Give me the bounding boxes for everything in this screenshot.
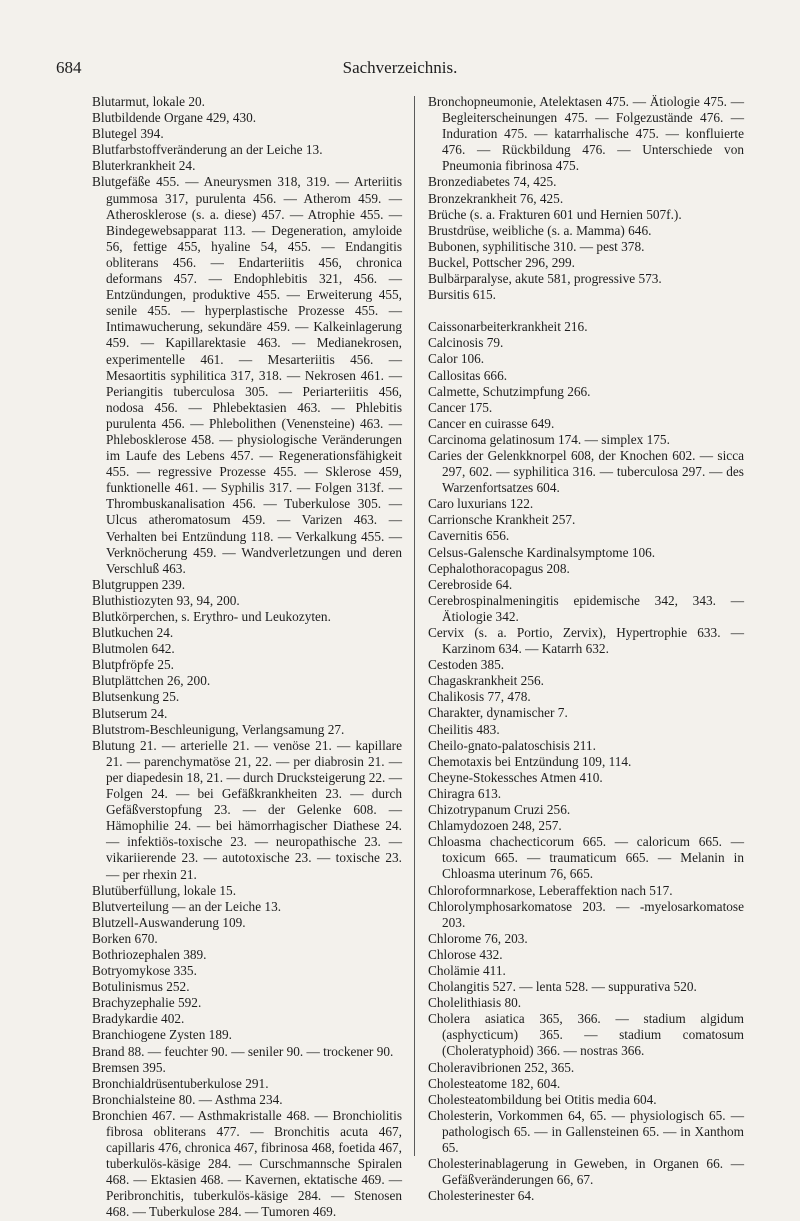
index-entry: Cholämie 411.	[428, 962, 506, 978]
index-entry: Brachyzephalie 592.	[92, 995, 202, 1011]
index-entry: Blutpfröpfe 25.	[92, 657, 174, 673]
index-entry: Buckel, Pottscher 296, 299.	[428, 254, 575, 270]
index-entry: Botulinismus 252.	[92, 979, 190, 995]
index-entry: Blutarmut, lokale 20.	[92, 94, 206, 109]
index-entry: Choleravibrionen 252, 365.	[428, 1059, 575, 1075]
index-entry: Calor 106.	[428, 351, 485, 367]
running-title: Sachverzeichnis.	[342, 58, 458, 77]
index-entry: Blutplättchen 26, 200.	[92, 673, 211, 689]
index-entry: Bulbärparalyse, akute 581, progressive 573.	[428, 271, 662, 287]
index-column-left	[92, 94, 402, 1221]
index-entry: Bradykardie 402.	[92, 1011, 185, 1027]
index-entry: Blutserum 24.	[92, 705, 168, 721]
index-entry: Cancer 175.	[428, 399, 493, 415]
index-entry: Cerebrospinalmeningitis epidemische 342, 343. — Ätiologie 342.	[428, 592, 744, 624]
index-entry: Cholera asiatica 365, 366. — stadium algidum (asphycticum) 365. — stadium comatosum (Choleratyphoid) 366. — nostras 366.	[428, 1011, 744, 1059]
index-entry: Blutgefäße 455. — Aneurysmen 318, 319. — Arteriitis gummosa 317, purulenta 456. — Atherom 459. — Atherosklerose (s. a. diese) 457. — Atrophie 455. — Bindegewebsapparat 113. — Degeneration, amyloide 56, fettige 455, hyaline 54, 455. — Endangitis obliterans 456. — Endarteriitis 456, chronica deformans 457. — Endophlebitis 321, 456. — Entzündungen, produktive 455. — Erweiterung 455, senile 455. — hyperplastische Prozesse 455. — Intimawucherung, sekundäre 459. — Kalkeinlagerung 459. — Kapillarektasie 463. — Medianekrosen, experimentelle 461. — Mesarteriitis 456. — Mesaortitis syphilitica 317, 318. — Nekrosen 461. — Periangitis tuberculosa 305. — Periarteriitis 456, nodosa 456. — Phlebektasien 463. — Phlebitis purulenta 456. — Phlebolithen (Venensteine) 463. — Phlebosklerose 458. — physiologische Veränderungen im Laufe des Lebens 457. — Regenerationsfähigkeit 455. — regressive Prozesse 455. — Sklerose 459, funktionelle 461. — Syphilis 317. — Folgen 313f. — Thrombuskanalisation 456. — Tuberkulose 305. — Ulcus atheromatosum 459. — Varizen 463. — Verhalten bei Entzündung 118. — Verkalkung 455. — Verknöcherung 459. — Wandverletzungen und deren Verschluß 463.	[92, 174, 402, 576]
index-entry: Bronchialsteine 80. — Asthma 234.	[92, 1091, 283, 1107]
index-entry: Carrionsche Krankheit 257.	[428, 512, 576, 528]
index-entry: Branchiogene Zysten 189.	[92, 1027, 232, 1043]
index-entry: Charakter, dynamischer 7.	[428, 705, 568, 721]
index-entry: Cavernitis 656.	[428, 528, 510, 544]
index-entry: Bronchialdrüsentuberkulose 291.	[92, 1075, 269, 1091]
index-entry: Chlorome 76, 203.	[428, 930, 528, 946]
index-entry: Caries der Gelenkknorpel 608, der Knochen 602. — sicca 297, 602. — syphilitica 316. — tuberculosa 297. — des Warzenfortsatzes 604.	[428, 447, 744, 496]
index-entry: Cholesterin, Vorkommen 64, 65. — physiologisch 65. — pathologisch 65. — in Gallensteinen 65. — in Xanthom 65.	[428, 1107, 744, 1155]
index-entry: Blutstrom-Beschleunigung, Verlangsamung 27.	[92, 721, 345, 737]
index-entry: Chlamydozoen 248, 257.	[428, 818, 562, 834]
index-entry: Cephalothoracopagus 208.	[428, 560, 570, 576]
index-entry: Bothriozephalen 389.	[92, 946, 207, 962]
index-entry: Chlorose 432.	[428, 946, 503, 962]
index-entry: Celsus-Galensche Kardinalsymptome 106.	[428, 544, 656, 560]
index-entry: Calcinosis 79.	[428, 335, 504, 351]
index-entry: Botryomykose 335.	[92, 963, 197, 979]
index-entry: Callositas 666.	[428, 367, 508, 383]
index-entry: Bluthistiozyten 93, 94, 200.	[92, 592, 240, 608]
index-entry: Cancer en cuirasse 649.	[428, 415, 555, 431]
index-entry: Cholesterinablagerung in Geweben, in Organen 66. — Gefäßveränderungen 66, 67.	[428, 1156, 744, 1188]
index-entry: Cholesteatome 182, 604.	[428, 1075, 561, 1091]
index-entry: Chloroformnarkose, Leberaffektion nach 517.	[428, 882, 673, 898]
index-entry: Blutsenkung 25.	[92, 689, 180, 705]
index-entry: Bronchopneumonie, Atelektasen 475. — Ätiologie 475. — Begleiterscheinungen 475. — Folgezustände 476. — Induration 475. — katarrhalische 475. — konfluierte 476. — Rückbildung 476. — Unterschiede von Pneumonia fibrinosa 475.	[428, 94, 744, 174]
index-entry: Cerebroside 64.	[428, 576, 513, 592]
index-group-c	[428, 319, 744, 1204]
index-entry: Blutmolen 642.	[92, 641, 175, 657]
page-number: 684	[56, 58, 82, 77]
index-entry: Cervix (s. a. Portio, Zervix), Hypertrophie 633. — Karzinom 634. — Katarrh 632.	[428, 625, 744, 657]
index-entry: Cholesterinester 64.	[428, 1188, 535, 1204]
index-entry: Cheilitis 483.	[428, 721, 500, 737]
index-entry: Brand 88. — feuchter 90. — seniler 90. — trockener 90.	[92, 1043, 394, 1059]
index-entry: Borken 670.	[92, 930, 158, 946]
index-entry: Cholesteatombildung bei Otitis media 604.	[428, 1091, 657, 1107]
index-entry: Brustdrüse, weibliche (s. a. Mamma) 646.	[428, 222, 652, 238]
index-entry: Bluterkrankheit 24.	[92, 158, 196, 174]
index-entry: Cholelithiasis 80.	[428, 995, 522, 1011]
group-separator	[428, 303, 744, 319]
index-entry: Caissonarbeiterkrankheit 216.	[428, 319, 588, 335]
index-entry: Bronzekrankheit 76, 425.	[428, 190, 564, 206]
index-entry: Bursitis 615.	[428, 287, 496, 303]
index-entry: Chemotaxis bei Entzündung 109, 114.	[428, 753, 632, 769]
index-entry: Bubonen, syphilitische 310. — pest 378.	[428, 238, 645, 254]
index-entry: Blutkörperchen, s. Erythro- und Leukozyten.	[92, 609, 331, 624]
index-entry: Blutverteilung — an der Leiche 13.	[92, 898, 282, 914]
index-entry: Bronzediabetes 74, 425.	[428, 174, 557, 190]
index-entry: Blutzell-Auswanderung 109.	[92, 914, 246, 930]
index-entry: Chalikosis 77, 478.	[428, 689, 531, 705]
index-entry: Carcinoma gelatinosum 174. — simplex 175.	[428, 431, 670, 447]
index-entry: Caro luxurians 122.	[428, 496, 534, 512]
index-entry: Blutegel 394.	[92, 126, 164, 142]
index-entry: Cheilo-gnato-palatoschisis 211.	[428, 737, 596, 753]
index-column-right	[428, 94, 744, 1204]
index-entry: Chloasma chachecticorum 665. — caloricum 665. — toxicum 665. — traumaticum 665. — Melanin in Chloasma uterinum 76, 665.	[428, 834, 744, 882]
column-divider	[414, 96, 415, 1156]
index-entry: Blutüberfüllung, lokale 15.	[92, 882, 237, 898]
index-group-b	[428, 94, 744, 303]
index-entry: Cholangitis 527. — lenta 528. — suppurativa 520.	[428, 979, 697, 995]
index-entry: Bremsen 395.	[92, 1059, 166, 1075]
page-header	[0, 58, 800, 82]
index-entry: Blutbildende Organe 429, 430.	[92, 110, 257, 126]
index-entry: Blutkuchen 24.	[92, 625, 174, 641]
index-entry: Calmette, Schutzimpfung 266.	[428, 383, 591, 399]
index-entry: Blutfarbstoffveränderung an der Leiche 13.	[92, 142, 323, 158]
index-entry: Brüche (s. a. Frakturen 601 und Hernien 507f.).	[428, 206, 682, 222]
index-entry: Chlorolymphosarkomatose 203. — -myelosarkomatose 203.	[428, 898, 744, 930]
index-entry: Chiragra 613.	[428, 785, 502, 801]
index-entry: Cheyne-Stokessches Atmen 410.	[428, 769, 603, 785]
index-entry: Chizotrypanum Cruzi 256.	[428, 802, 571, 818]
index-entry: Blutung 21. — arterielle 21. — venöse 21. — kapillare 21. — parenchymatöse 21, 22. — per diabrosin 21. — per diapedesin 18, 21. — durch Drucksteigerung 22. — Folgen 24. — bei Gefäßkrankheiten 23. — durch Gefäßverstopfung 23. — der Gelenke 608. — Hämophilie 24. — bei hämorrhagischer Diathese 24. — infektiös-toxische 23. — neuropathische 23. — vikariierende 23. — autotoxische 23. — toxische 23. — per rhexin 21.	[92, 737, 402, 882]
index-entry: Chagaskrankheit 256.	[428, 673, 544, 689]
index-entry: Blutgruppen 239.	[92, 576, 186, 592]
index-entry: Bronchien 467. — Asthmakristalle 468. — Bronchiolitis fibrosa obliterans 477. — Bronchitis acuta 467, capillaris 476, chronica 467, fibrinosa 468, foetida 467, tuberkulös-käsige 284. — Curschmannsche Spiralen 468. — Ektasien 468. — Kavernen, ektatische 469. — Peribronchitis, tuberkulös-käsige 284. — Stenosen 468. — Tuberkulose 284. — Tumoren 469.	[92, 1107, 402, 1220]
index-entry: Cestoden 385.	[428, 657, 505, 673]
